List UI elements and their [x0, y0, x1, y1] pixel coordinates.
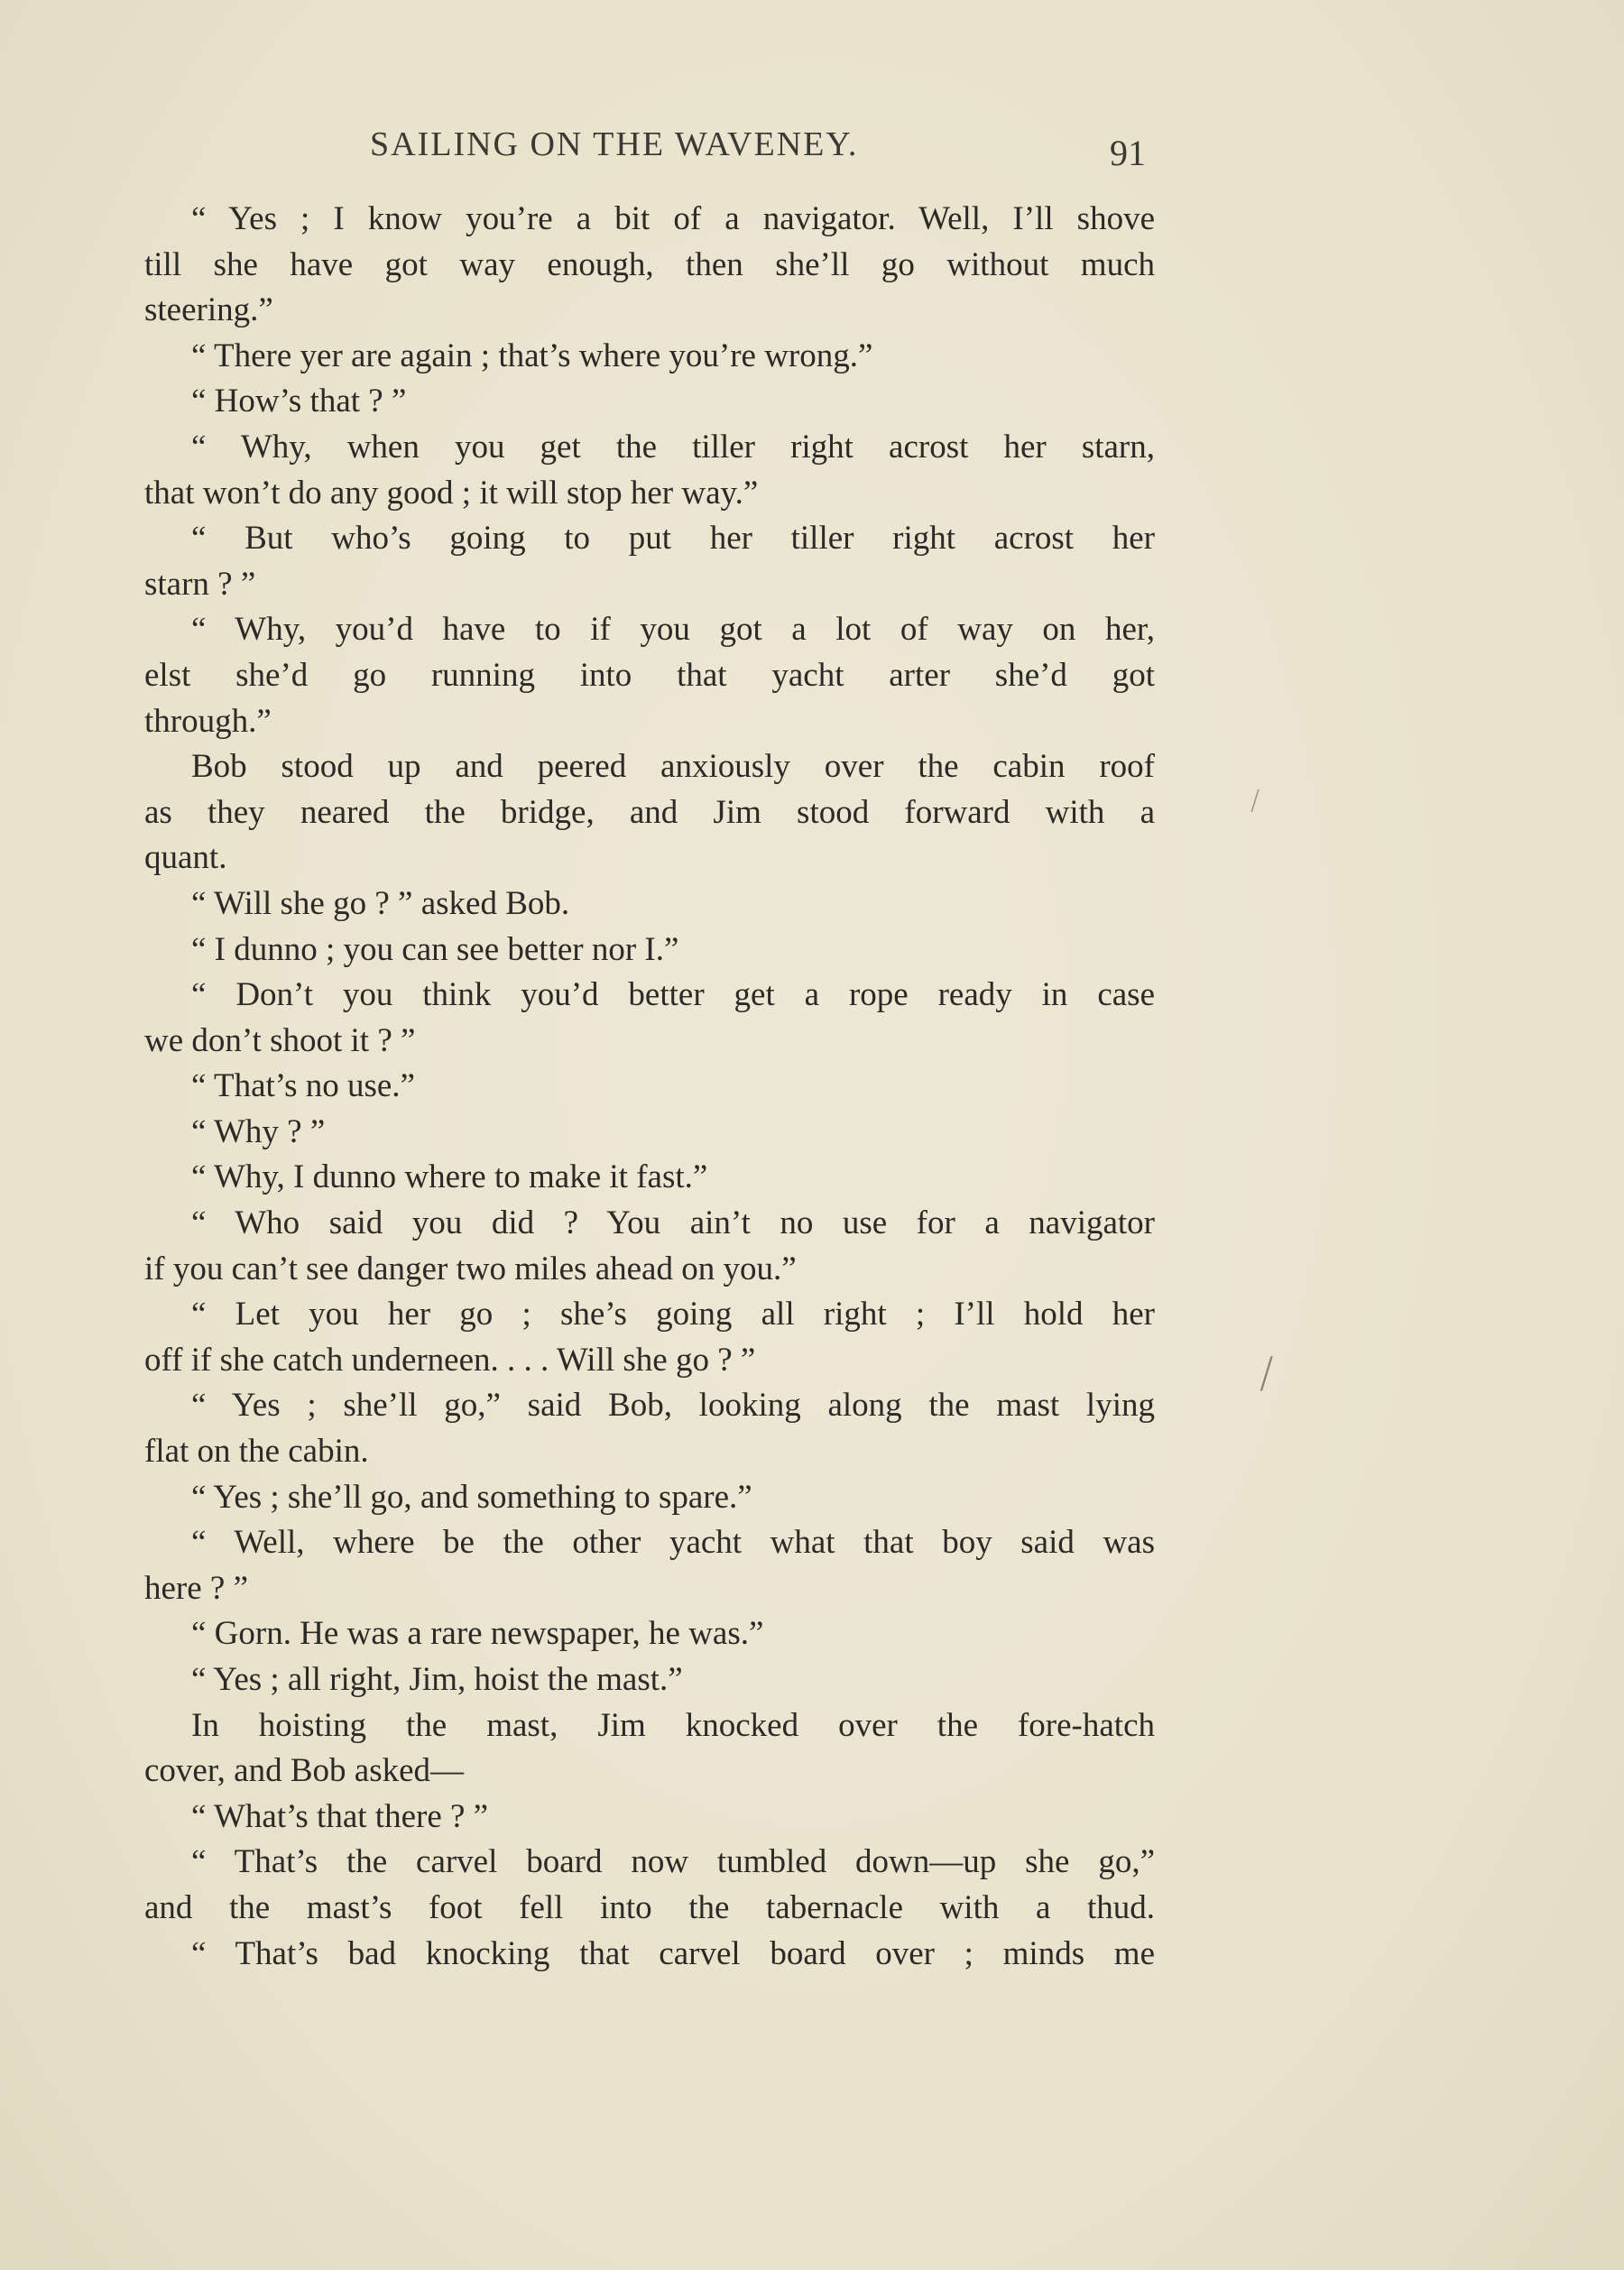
text-line: “ What’s that there ? ”	[191, 1797, 489, 1835]
text-line: if you can’t see danger two miles ahead on you.”	[144, 1250, 797, 1287]
text-line: quant.	[144, 839, 227, 877]
running-title: SAILING ON THE WAVENEY.	[370, 125, 859, 163]
text-line: “ Yes ; I know you’re a bit of a navigator. Well, I’ll shove	[191, 200, 1155, 237]
text-line: flat on the cabin.	[144, 1433, 369, 1471]
margin-pencil-mark: /	[1260, 1348, 1274, 1397]
text-line: “ I dunno ; you can see better nor I.”	[191, 930, 679, 968]
body-text	[144, 197, 1155, 1977]
text-line: “ Will she go ? ” asked Bob.	[191, 884, 570, 922]
text-line: In hoisting the mast, Jim knocked over the fore-hatch	[191, 1706, 1155, 1744]
text-line: “ But who’s going to put her tiller right acrost her	[191, 520, 1155, 558]
text-line: “ Who said you did ? You ain’t no use for a navigator	[191, 1204, 1155, 1242]
text-line: through.”	[144, 702, 272, 740]
text-line: and the mast’s foot fell into the tabernacle with a thud.	[144, 1888, 1155, 1926]
text-line: “ Yes ; she’ll go,” said Bob, looking along the mast lying	[191, 1387, 1155, 1425]
text-line: “ How’s that ? ”	[191, 383, 407, 420]
text-line: steering.”	[144, 291, 273, 329]
text-line: elst she’d go running into that yacht arter she’d got	[144, 656, 1155, 694]
text-line: Bob stood up and peered anxiously over the cabin roof	[191, 748, 1155, 786]
text-line: “ That’s no use.”	[191, 1067, 415, 1105]
text-line: here ? ”	[144, 1569, 249, 1607]
text-line: “ Why ? ”	[191, 1112, 326, 1150]
text-line: cover, and Bob asked—	[144, 1752, 465, 1790]
text-line: “ Yes ; she’ll go, and something to spare.”	[191, 1478, 752, 1516]
text-line: “ There yer are again ; that’s where you’re wrong.”	[191, 337, 873, 374]
text-line: “ Don’t you think you’d better get a rope ready in case	[191, 976, 1155, 1014]
page-number: 91	[1110, 133, 1146, 173]
text-line: “ That’s the carvel board now tumbled down—up she go,”	[191, 1843, 1155, 1881]
text-line: as they neared the bridge, and Jim stood forward with a	[144, 793, 1155, 831]
text-line: off if she catch underneen. . . . Will she go ? ”	[144, 1341, 756, 1379]
text-line: we don’t shoot it ? ”	[144, 1021, 416, 1059]
text-line: “ Why, when you get the tiller right acrost her starn,	[191, 428, 1155, 466]
text-line: “ Gorn. He was a rare newspaper, he was.”	[191, 1615, 764, 1653]
margin-pencil-mark: /	[1250, 785, 1260, 817]
text-line: starn ? ”	[144, 565, 256, 603]
text-line: “ Why, I dunno where to make it fast.”	[191, 1158, 708, 1196]
text-line: “ Let you her go ; she’s going all right ; I’ll hold her	[191, 1296, 1155, 1333]
text-line: till she have got way enough, then she’ll go without much	[144, 245, 1155, 283]
text-line: “ Well, where be the other yacht what that boy said was	[191, 1524, 1155, 1562]
text-line: “ Yes ; all right, Jim, hoist the mast.”	[191, 1661, 683, 1698]
text-line: “ Why, you’d have to if you got a lot of way on her,	[191, 611, 1155, 649]
text-line: that won’t do any good ; it will stop her way.”	[144, 474, 759, 512]
text-line: “ That’s bad knocking that carvel board over ; minds me	[191, 1934, 1155, 1972]
